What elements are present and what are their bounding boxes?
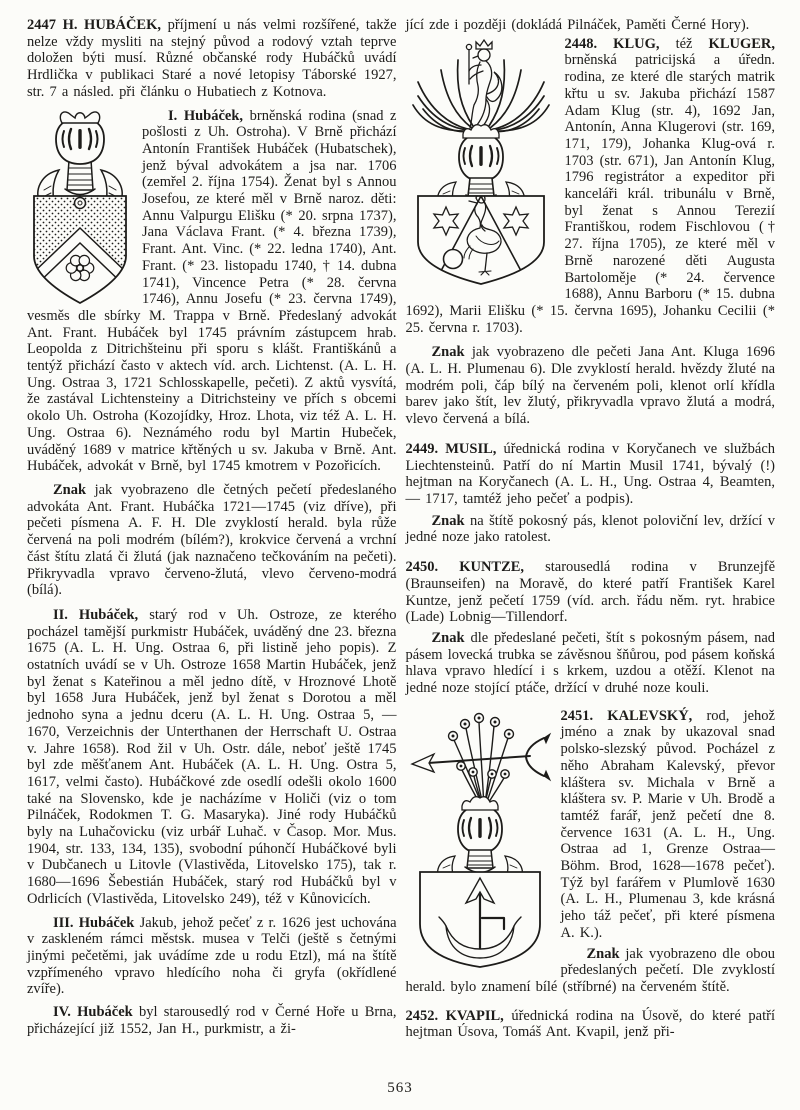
entry-2452-paragraph xyxy=(406,1008,776,1041)
paragraph-znak-klug xyxy=(406,344,776,428)
entry-2450-paragraph xyxy=(406,559,776,626)
entry-text: brněnská rodina (snad z pošlosti z Uh. Ostroha). V Brně přichází Antonín František Hubáček (Hubatschek), jenž býval advokátem a jsa nar. 1706 (zemřel 2. října 1754). Ženat byl s Annou Josefou, ze které měl v Brně naroz. děti: Annu Valpurgu Elišku (* 20. srpna 1737), Jana Václava Frant. (* 4. března 1739), Frant. Ant. Vinc. (* 22. ledna 1740), Ant. Frant. (* 23. listopadu 1740, † 14. dubna 1741), Vincence Petra (* 28. června 1746), Annu Josefu (* 23. června 1749), vesměs dle sbírky M. Trappa v Brně. Předeslaný advokát Ant. Frant. Hubáček byl 1745 právním zástupcem hrab. Leopolda z Ditrichšteinu při sporu s klášt. Františkánů a tentýž přichází často v aktech víd. arch. Lichtenst. (A. L. H. Ung. Ostraa 3, 1721 Schlosskapelle, pečeti). Z aktů vysvítá, že zastával Lichtensteiny a Ditrichsteiny ve přích s obcemi okolo Uh. Ostroha (Kozojídky, Hroz. Lhota, viz též A. L. H. Ung. Ostraa 6). Neznámého rodu byl Martin Hubeček, uváděný 1689 v matrice křtěných u sv. Jakuba v Brně. Ant. Hubáček, advokát v Brně, byl 1745 kmotrem v Pozořicích. xyxy=(27,107,397,475)
znak-text: na štítě pokosný pás, klenot poloviční lev, držící v jedné noze jako ratolest. xyxy=(405,512,776,546)
znak-lead: Znak xyxy=(53,481,87,498)
entry-2448-paragraph xyxy=(406,36,776,337)
paragraph-hubacek-ii xyxy=(27,607,397,908)
entry-lead: II. Hubáček, xyxy=(53,606,139,623)
left-column xyxy=(27,17,397,1041)
entry-2447-paragraph xyxy=(27,17,397,101)
znak-lead: Znak xyxy=(431,512,465,529)
kalevsky-coat-of-arms-illustration xyxy=(406,710,554,972)
znak-text: jak vyobrazeno dle obou předeslaných pečetí. Dle zvyklostí herald. bylo znamení bílé (stříbrné) na červeném štítě. xyxy=(405,945,775,995)
entry-conjunction: též xyxy=(675,35,693,52)
entry-2451-paragraph xyxy=(406,708,776,942)
entry-lead: 2447 H. HUBÁČEK, xyxy=(27,17,161,33)
entry-text: starý rod v Uh. Ostroze, ze kterého pocházel tamější purkmistr Hubáček, uváděný dne 23. března 1675 (A. L. H. Ung. Ostraa 6, při listině jeho popis). Z ostatních uvádí se v Uh. Ostroze 1658 Martin Hubáček, jenž byl ženat s Kateřinou a měl jedno dítě, v Hroznové Lhotě byl 1658 Jura Hubáček, jenž byl ženat s Dorotou a měl jednoho syna a jednu dceru (A. L. H. Ung. Ostraa 5, —1670, Verzeichnis der Unterthanen der Herrschaft U. Ostraa v. Jahre 1658). Rod žil v Uh. Ostr. dále, neboť ještě 1745 byl zde měšťanem Ant. Hubáček (A. L. H. Ung. Ostra 5, 1617, velmi často). Hubáčkové zde osedlí odešli okolo 1600 také na Slovensko, kde je nacházíme v Holiči (viz o tom Pilnáček, Rodokmen T. G. Masaryka). Jiné rody Hubáčků byly na Luhačovicku (viz urbář Luhač. v Časop. Mor. Mus. 1904, str. 133, 134, 135), svobodní púhončí Hubáčkové byli v Dubčanech u Litovle (Vlastivěda, Litovelsko 175), tak r. 1680—1696 Šebestián Hubáček, starý rod Hubáčků byl v Odrlicích (Vlastivěda, Litovelsko 249), též v Kůnovicích. xyxy=(27,606,397,907)
hubacek-coat-of-arms-illustration xyxy=(27,110,133,306)
paragraph-znak-musil xyxy=(406,513,776,546)
page-number: 563 xyxy=(387,1080,413,1096)
entry-lead: 2452. KVAPIL, xyxy=(405,1007,504,1024)
entry-2449-paragraph xyxy=(406,441,776,508)
klug-coat-of-arms-illustration xyxy=(406,38,556,288)
znak-text: dle předeslané pečeti, štít s pokosným pásem, nad pásem lovecká trubka se závěsnou šňůrou, pod pásem koňská hlava vpravo hledící i s krkem, uzdou a otěží. Klenot na jedné noze stojící ptáče, držící v druhé noze kouli. xyxy=(405,629,776,697)
entry-lead: 2450. KUNTZE, xyxy=(405,559,525,576)
paragraph-znak-kuntze xyxy=(406,630,776,697)
entry-lead: III. Hubáček xyxy=(53,914,135,931)
right-column xyxy=(406,17,776,1041)
entry-text: úřednická rodina na Úsově, do které patří hejtman Úsova, Tomáš Ant. Kvapil, jenž při- xyxy=(405,1007,776,1041)
entry-text: Jakub, jehož pečeť z r. 1626 jest uchována v zaskleném rámci městsk. musea v Telči (ještě s četnými jinými pečetěmi, jak uvádíme zde u rodu Etzl), má na štítě vzpřímeného vpravo hledícího noha či gryfa (okřídlené zvíře). xyxy=(27,914,397,998)
entry-lead-alt: KLUGER, xyxy=(708,35,776,52)
entry-text: příjmení u nás velmi rozšířené, takže nelze vždy mysliti na stejný původ a rodový vztah teprve doložen býti musí. Různé občanské rody Hubáčků uvádí Hrdlička v publikaci Staré a nové letopisy Táborské 1927, str. 7 a násled. při článku o Hubatiech z Kotnova. xyxy=(27,17,397,100)
znak-lead: Znak xyxy=(431,344,465,361)
paragraph-hubacek-i xyxy=(27,108,397,475)
two-column-text xyxy=(27,17,775,1041)
entry-lead: 2451. KALEVSKÝ, xyxy=(560,707,693,724)
znak-lead: Znak xyxy=(431,629,465,646)
entry-lead: 2448. KLUG, xyxy=(564,35,660,52)
znak-text: jak vyobrazeno dle pečeti Jana Ant. Kluga 1696 (A. L. H. Plumenau 6). Dle zvyklostí herald. hvězdy žluté na modrém poli, čáp bílý na červeném poli, klenot orlí křídla barev jako štít, lev žlutý, přikryvadla vpravo žlutá a modrá, vlevo červená a bílá. xyxy=(405,344,775,428)
znak-lead: Znak xyxy=(586,945,620,962)
entry-text: jící zde i později (dokládá Pilnáček, Paměti Černé Hory). xyxy=(405,17,750,33)
paragraph-hubacek-iv xyxy=(27,1004,397,1037)
paragraph-znak-hubacek xyxy=(27,482,397,599)
entry-lead: I. Hubáček, xyxy=(168,107,244,124)
entry-text: brněnská patricijská a úředn. rodina, ze které dle starých matrik křtu u sv. Jakuba přichází 1587 Adam Klug (str. 4), 1692 Jan, Antonín, Anna Klugerovi (str. 169, 171, 179), Johanka Klug-ová r. 1703 (str. 671), Jan Antonín Klug, 1796 registrátor a expeditor při kanceláři král. tribunálu v Brně, byl ženat s Annou Terezií Františkou, rodem Fischlovou († 27. října 1705), ze které měl v Brně narozené děti Augusta Bartoloměje (* 24. července 1688), Annu Barboru (* 15. dubna 1692), Marii Elišku (* 15. června 1695), Johanku Cecilii (* 25. června r. 1703). xyxy=(405,52,775,336)
entry-text: byl starousedlý rod v Černé Hoře u Brna, přicházející již 1552, Jan H., purkmistr, a ži- xyxy=(27,1004,397,1037)
entry-text: úřednická rodina v Koryčanech ve službách Liechtensteinů. Patří do ní Martin Musil 1741, bývalý (!) hejtman na Koryčanech (A. L. H., Ung. Ostraa 4, Beamten, — 1717, tamtéž jeho pečeť a podpis). xyxy=(405,440,776,507)
entry-text: starousedlá rodina v Brunzejfě (Braunseifen) na Moravě, do které patří František Karel Kuntze, jenž pečetí 1759 (víd. arch. řádu něm. ryt. hrabice (Lade) Lobnig—Tillendorf. xyxy=(405,559,775,626)
paragraph-hubacek-iii xyxy=(27,915,397,999)
entry-lead: IV. Hubáček xyxy=(53,1004,133,1021)
entry-lead: 2449. MUSIL, xyxy=(405,440,497,457)
znak-text: jak vyobrazeno dle četných pečetí předeslaného advokáta Ant. Frant. Hubáčka 1721—1745 (viz dříve), při pečeti písmena A. F. H. Dle zvyklostí herald. byla růže červená na poli modrém (bílém?), krokvice červená a vrchní část štítu zlatá či žlutá (jak naznačeno tečkováním na pečeti). Přikryvadla vpravo červeno-žlutá, vlevo červeno-modrá (bílá). xyxy=(27,481,397,599)
paragraph-continuation xyxy=(406,17,776,34)
entry-text: rod, jehož jméno a znak by ukazoval snad polsko-slezský původ. Pocházel z něho Abraham Kalevský, převor kláštera sv. Michala v Brně a kláštera sv. P. Marie v Uh. Brodě a tamtéž farář, jenž pečetí dne 8. července 1631 (A. L. H., Ung. Ostraa ad 1, Grenze Ostraa—Böhm. Brod, 1628—1678 pečeť). Týž byl farářem v Plumlově 1630 (A. L. H., Plumenau 3, kde krásná jeho táž pečeť, při které písmena A. K.). xyxy=(560,707,775,941)
